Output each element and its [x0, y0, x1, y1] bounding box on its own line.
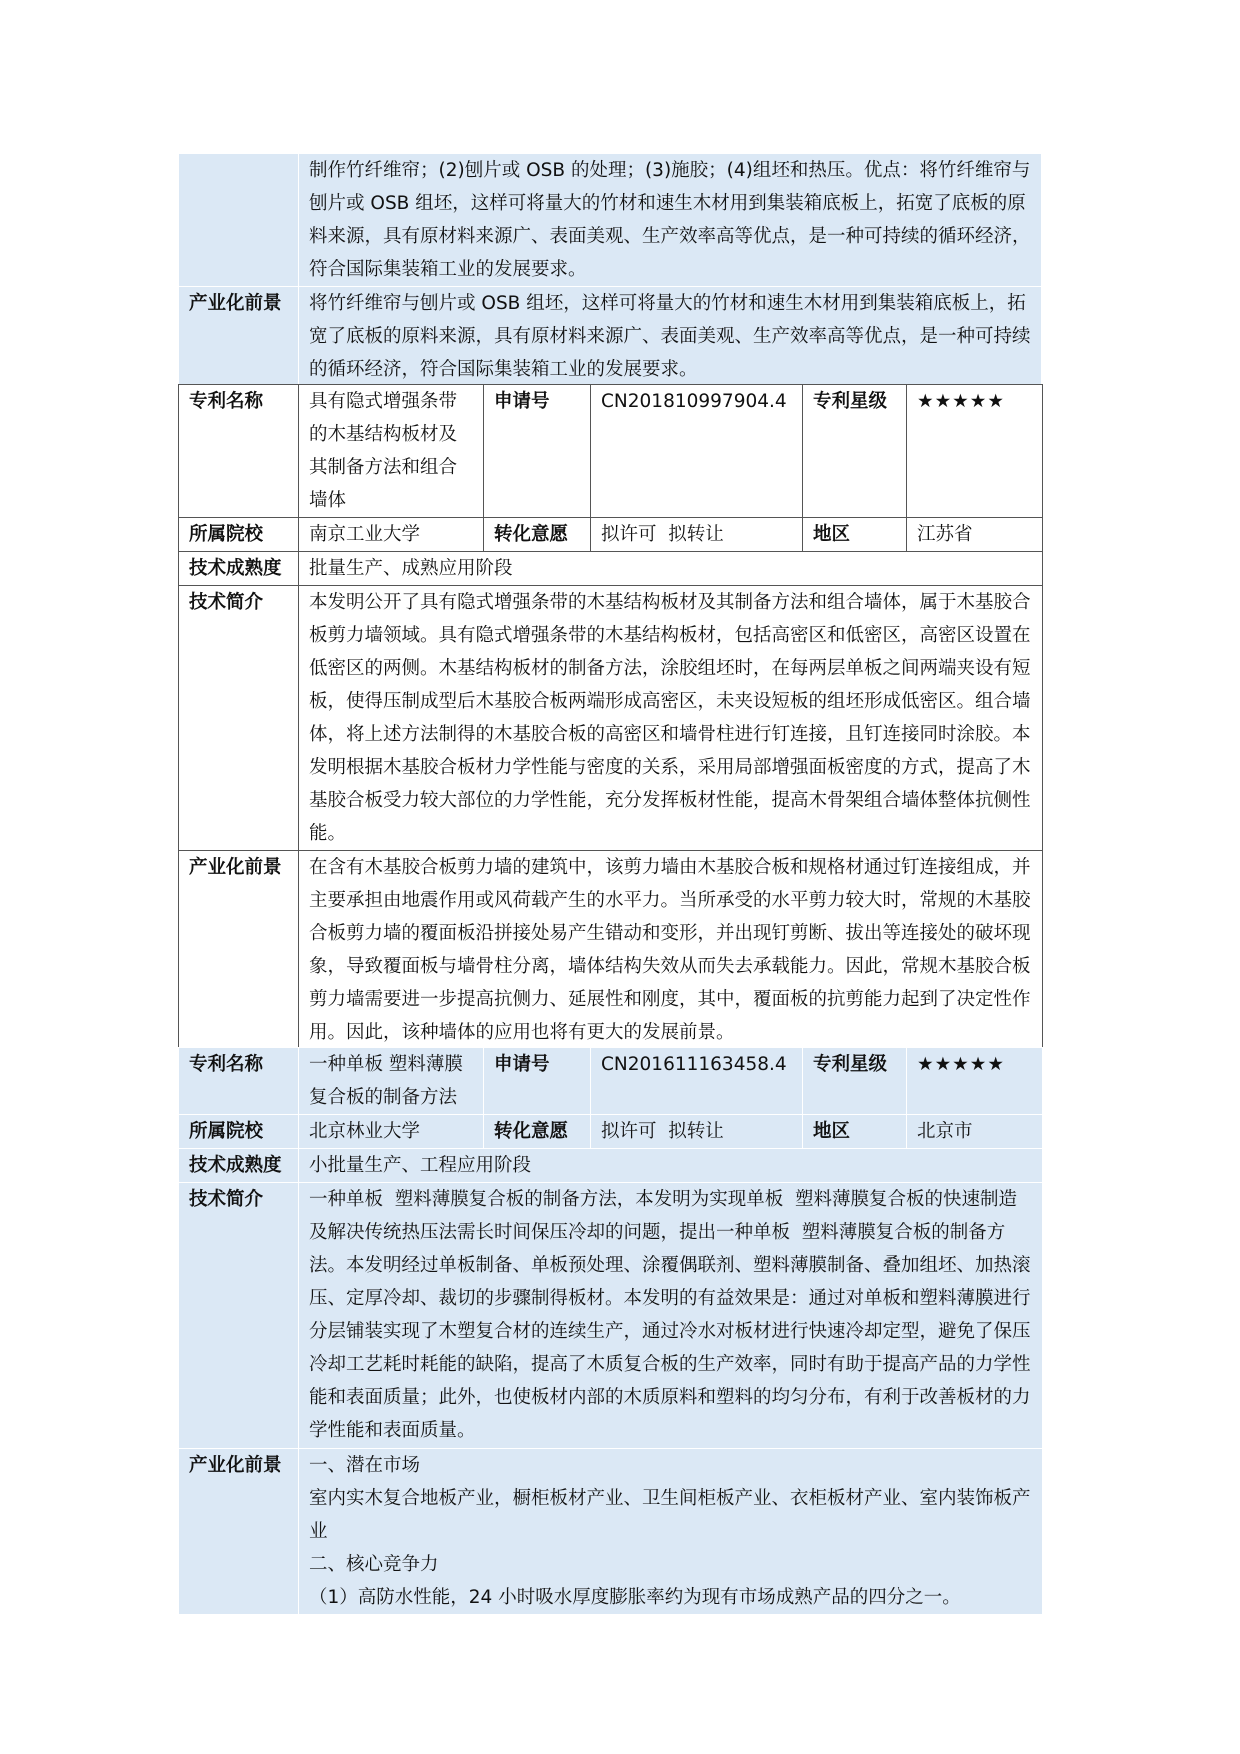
patent-table-1: [178, 384, 1043, 1050]
prospect-label: 产业化前景: [179, 1449, 299, 1615]
school-label: 所属院校: [179, 518, 299, 552]
tech-intro-row: [179, 1183, 1043, 1449]
application-number-label: 申请号: [484, 1048, 591, 1115]
region-value: 江苏省: [907, 518, 1043, 552]
application-number-label: 申请号: [484, 385, 591, 518]
tech-intro-continued-value: 制作竹纤维帘；(2)刨片或 OSB 的处理；(3)施胶；(4)组坯和热压。优点：将竹纤维帘与刨片或 OSB 组坯，这样可将量大的竹材和速生木材用到集装箱底板上，拓宽了底板的原料来源，具有原材料来源广、表面美观、生产效率高等优点，是一种可持续的循环经济，符合国际集装箱工业的发展要求。: [299, 154, 1042, 287]
maturity-label: 技术成熟度: [179, 552, 299, 586]
prospect-value: 在含有木基胶合板剪力墙的建筑中，该剪力墙由木基胶合板和规格材通过钉连接组成，并主要承担由地震作用或风荷载产生的水平力。当所承受的水平剪力较大时，常规的木基胶合板剪力墙的覆面板沿拼接处易产生错动和变形，并出现钉剪断、拔出等连接处的破坏现象，导致覆面板与墙骨柱分离，墙体结构失效从而失去承载能力。因此，常规木基胶合板剪力墙需要进一步提高抗侧力、延展性和刚度，其中，覆面板的抗剪能力起到了决定性作用。因此，该种墙体的应用也将有更大的发展前景。: [299, 851, 1043, 1050]
patent-star-label: 专利星级: [803, 385, 907, 518]
transfer-intent-label: 转化意愿: [484, 1115, 591, 1149]
maturity-value: 小批量生产、工程应用阶段: [299, 1149, 1043, 1183]
transfer-intent-value: 拟许可 拟转让: [591, 1115, 803, 1149]
patent-name-row: [179, 385, 1043, 518]
patent-name-value: 一种单板 塑料薄膜复合板的制备方法: [299, 1048, 484, 1115]
application-number-value: CN201611163458.4: [591, 1048, 803, 1115]
patent-star-label: 专利星级: [803, 1048, 907, 1115]
region-label: 地区: [803, 518, 907, 552]
prospect-label: 产业化前景: [179, 851, 299, 1050]
application-number-value: CN201810997904.4: [591, 385, 803, 518]
prospect-line: 二、核心竞争力: [309, 1554, 439, 1575]
region-label: 地区: [803, 1115, 907, 1149]
patent-block-2: [178, 1047, 1042, 1615]
patent-star-rating: ★★★★★: [907, 1048, 1043, 1115]
tech-intro-value: 本发明公开了具有隐式增强条带的木基结构板材及其制备方法和组合墙体，属于木基胶合板剪力墙领域。具有隐式增强条带的木基结构板材，包括高密区和低密区，高密区设置在低密区的两侧。木基结构板材的制备方法，涂胶组坯时，在每两层单板之间两端夹设有短板，使得压制成型后木基胶合板两端形成高密区，未夹设短板的组坯形成低密区。组合墙体，将上述方法制得的木基胶合板的高密区和墙骨柱进行钉连接，且钉连接同时涂胶。本发明根据木基胶合板材力学性能与密度的关系，采用局部增强面板密度的方式，提高了木基胶合板受力较大部位的力学性能，充分发挥板材性能，提高木骨架组合墙体整体抗侧性能。: [299, 586, 1043, 851]
patent-table-0: [178, 153, 1042, 387]
prospect-row: [179, 1449, 1043, 1615]
patent-block-0: [178, 153, 1042, 387]
prospect-row: [179, 287, 1042, 387]
tech-intro-row: [179, 586, 1043, 851]
school-row: [179, 518, 1043, 552]
tech-intro-value: 一种单板 塑料薄膜复合板的制备方法，本发明为实现单板 塑料薄膜复合板的快速制造及解决传统热压法需长时间保压冷却的问题，提出一种单板 塑料薄膜复合板的制备方法。本发明经过单板制备、单板预处理、涂覆偶联剂、塑料薄膜制备、叠加组坯、加热滚压、定厚冷却、裁切的步骤制得板材。本发明的有益效果是：通过对单板和塑料薄膜进行分层铺装实现了木塑复合材的连续生产，通过冷水对板材进行快速冷却定型，避免了保压冷却工艺耗时耗能的缺陷，提高了木质复合板的生产效率，同时有助于提高产品的力学性能和表面质量；此外，也使板材内部的木质原料和塑料的均匀分布，有利于改善板材的力学性能和表面质量。: [299, 1183, 1043, 1449]
empty-label-cell: [179, 154, 299, 287]
maturity-row: [179, 1149, 1043, 1183]
transfer-intent-label: 转化意愿: [484, 518, 591, 552]
maturity-row: [179, 552, 1043, 586]
school-row: [179, 1115, 1043, 1149]
region-value: 北京市: [907, 1115, 1043, 1149]
school-label: 所属院校: [179, 1115, 299, 1149]
prospect-value: [299, 1449, 1043, 1615]
patent-table-2: [178, 1047, 1043, 1615]
tech-intro-label: 技术简介: [179, 586, 299, 851]
patent-name-label: 专利名称: [179, 1048, 299, 1115]
prospect-line: 室内实木复合地板产业，橱柜板材产业、卫生间柜板产业、衣柜板材产业、室内装饰板产业: [309, 1488, 1031, 1542]
patent-name-value: 具有隐式增强条带的木基结构板材及其制备方法和组合墙体: [299, 385, 484, 518]
maturity-label: 技术成熟度: [179, 1149, 299, 1183]
patent-block-1: [178, 384, 1042, 1050]
maturity-value: 批量生产、成熟应用阶段: [299, 552, 1043, 586]
prospect-row: [179, 851, 1043, 1050]
prospect-value: 将竹纤维帘与刨片或 OSB 组坯，这样可将量大的竹材和速生木材用到集装箱底板上，拓宽了底板的原料来源，具有原材料来源广、表面美观、生产效率高等优点，是一种可持续的循环经济，符合国际集装箱工业的发展要求。: [299, 287, 1042, 387]
patent-star-rating: ★★★★★: [907, 385, 1043, 518]
tech-intro-continued-row: [179, 154, 1042, 287]
tech-intro-label: 技术简介: [179, 1183, 299, 1449]
prospect-label: 产业化前景: [179, 287, 299, 387]
patent-name-label: 专利名称: [179, 385, 299, 518]
school-value: 南京工业大学: [299, 518, 484, 552]
prospect-line: （1）高防水性能，24 小时吸水厚度膨胀率约为现有市场成熟产品的四分之一。: [309, 1587, 961, 1608]
prospect-line: 一、潜在市场: [309, 1455, 421, 1476]
patent-name-row: [179, 1048, 1043, 1115]
transfer-intent-value: 拟许可 拟转让: [591, 518, 803, 552]
school-value: 北京林业大学: [299, 1115, 484, 1149]
